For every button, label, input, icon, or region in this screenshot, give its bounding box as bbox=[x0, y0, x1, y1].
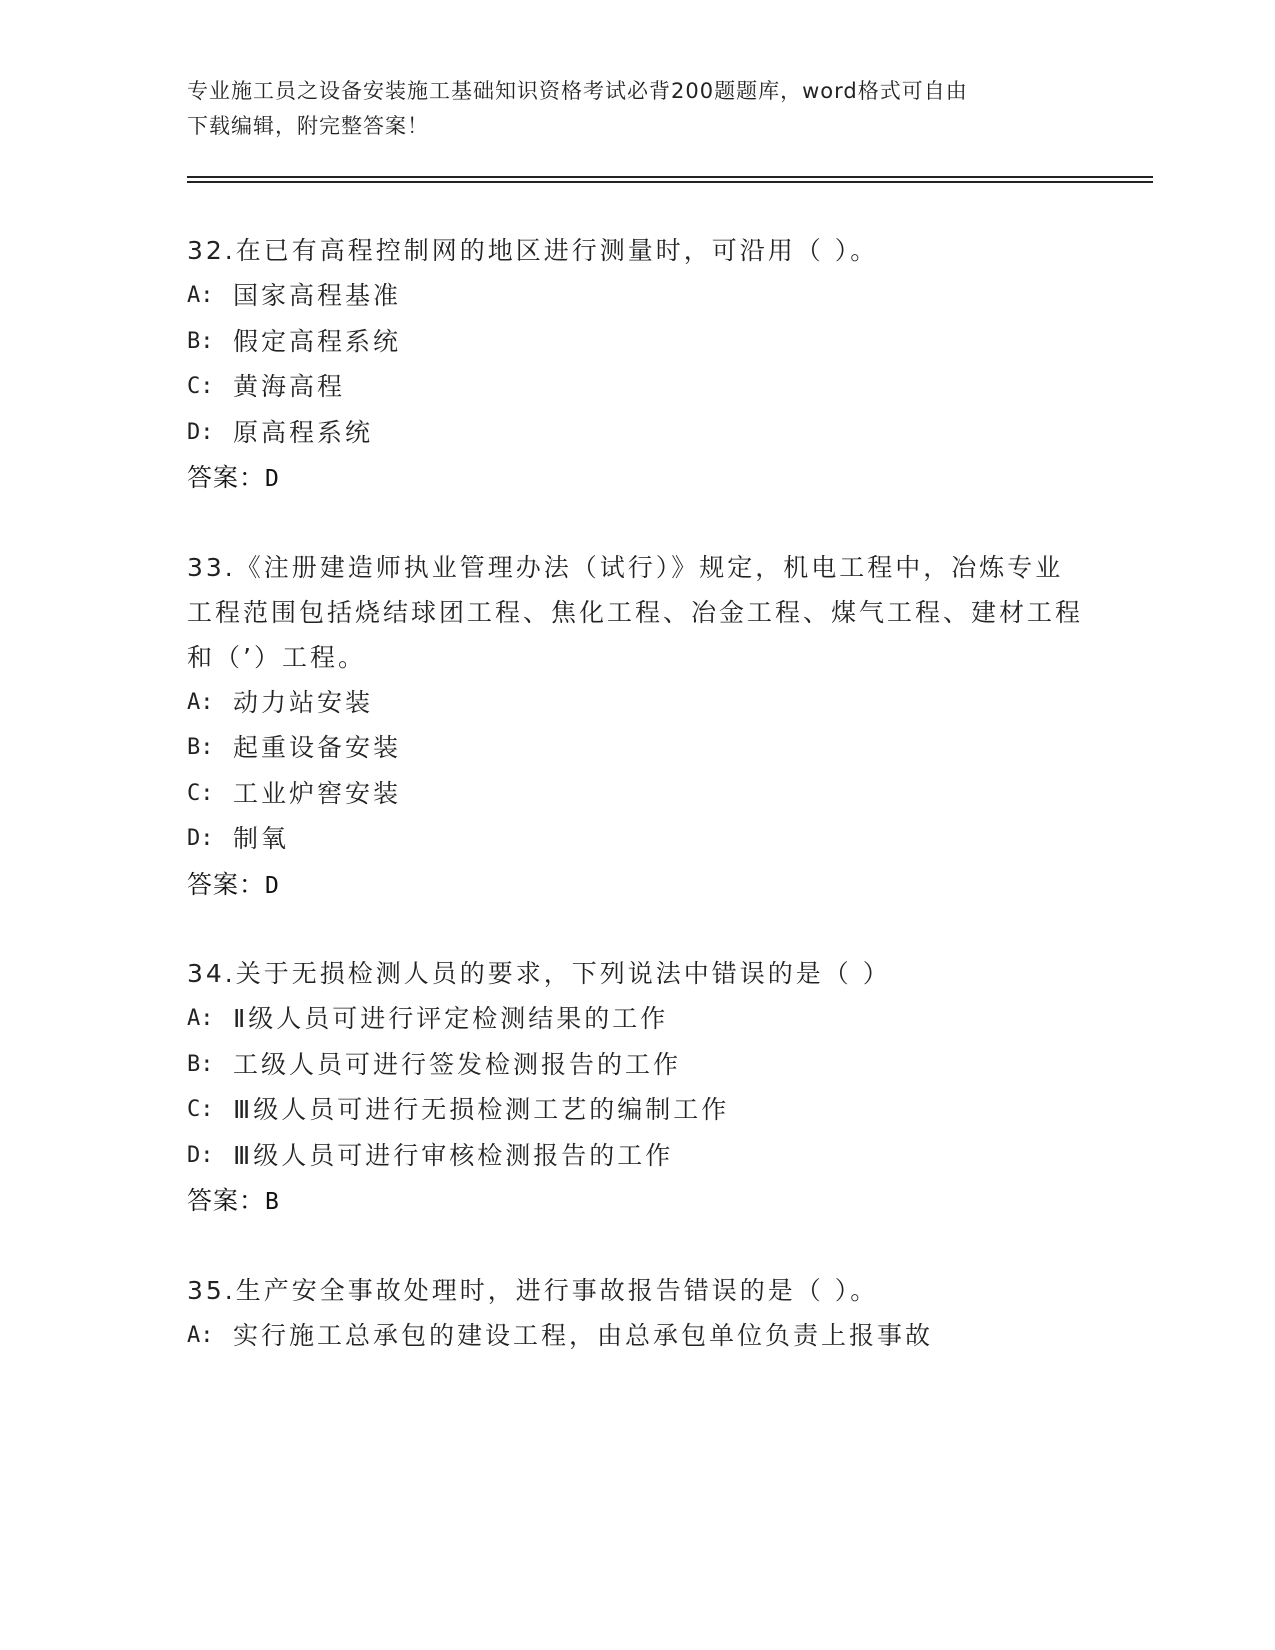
option-b bbox=[187, 1042, 1087, 1088]
option-key: D: bbox=[187, 826, 214, 851]
option-a bbox=[187, 1313, 1087, 1359]
answer-label: 答案： bbox=[187, 1186, 266, 1215]
header-divider-bottom bbox=[187, 181, 1153, 183]
answer-label: 答案： bbox=[187, 869, 266, 899]
option-a bbox=[187, 680, 1087, 726]
option-d bbox=[187, 816, 1087, 862]
question-text: 35.生产安全事故处理时，进行事故报告错误的是（ ）。 bbox=[187, 1275, 879, 1305]
option-c bbox=[187, 1087, 1087, 1133]
option-c bbox=[187, 771, 1087, 817]
option-b bbox=[187, 725, 1087, 771]
option-key: A: bbox=[187, 689, 214, 715]
question-text: 33.《注册建造师执业管理办法（试行）》规定，机电工程中，冶炼专业工程范围包括烧结球团工程、焦化工程、冶金工程、煤气工程、建材工程和（’）工程。 bbox=[187, 552, 1084, 672]
option-text: 动力站安装 bbox=[233, 687, 374, 717]
question-list bbox=[187, 228, 1087, 1400]
option-c bbox=[187, 364, 1087, 410]
option-key: A: bbox=[187, 283, 214, 308]
option-key: C: bbox=[187, 780, 214, 806]
option-text: 起重设备安装 bbox=[233, 733, 402, 762]
option-text: 黄海高程 bbox=[233, 372, 346, 401]
option-text: 工业炉窖安装 bbox=[233, 778, 402, 808]
question-35 bbox=[187, 1268, 1087, 1359]
option-key: D: bbox=[187, 419, 214, 445]
question-text: 32.在已有高程控制网的地区进行测量时，可沿用（ ）。 bbox=[187, 236, 879, 265]
option-text: Ⅲ级人员可进行审核检测报告的工作 bbox=[233, 1140, 674, 1170]
option-text: 假定高程系统 bbox=[233, 326, 402, 356]
option-text: 制氧 bbox=[233, 824, 290, 853]
answer-value: D bbox=[265, 466, 280, 492]
option-text: Ⅲ级人员可进行无损检测工艺的编制工作 bbox=[233, 1095, 730, 1124]
option-key: D: bbox=[187, 1142, 214, 1168]
option-d bbox=[187, 410, 1087, 456]
option-text: 国家高程基准 bbox=[233, 281, 402, 310]
answer-line bbox=[187, 862, 1087, 910]
option-key: B: bbox=[187, 735, 214, 760]
option-key: B: bbox=[187, 1051, 214, 1077]
option-key: C: bbox=[187, 374, 214, 399]
option-b bbox=[187, 319, 1087, 365]
answer-line bbox=[187, 1178, 1087, 1226]
question-34 bbox=[187, 951, 1087, 1226]
option-key: A: bbox=[187, 1322, 214, 1348]
question-33 bbox=[187, 545, 1087, 910]
option-text: Ⅱ级人员可进行评定检测结果的工作 bbox=[233, 1004, 669, 1033]
option-a bbox=[187, 996, 1087, 1042]
option-key: A: bbox=[187, 1006, 214, 1031]
option-a bbox=[187, 273, 1087, 319]
header-title-line-1: 专业施工员之设备安装施工基础知识资格考试必背200题题库，word格式可自由 bbox=[187, 79, 968, 103]
option-text: 原高程系统 bbox=[233, 417, 374, 447]
header-divider-top bbox=[187, 176, 1153, 178]
option-key: B: bbox=[187, 328, 214, 354]
answer-value: B bbox=[265, 1189, 280, 1215]
answer-line bbox=[187, 455, 1087, 503]
question-32 bbox=[187, 228, 1087, 503]
option-text: 工级人员可进行签发检测报告的工作 bbox=[233, 1049, 682, 1079]
option-text: 实行施工总承包的建设工程，由总承包单位负责上报事故 bbox=[233, 1320, 934, 1350]
answer-label: 答案： bbox=[187, 463, 266, 492]
header-title-line-2: 下载编辑，附完整答案！ bbox=[187, 114, 429, 138]
document-header bbox=[187, 74, 1067, 144]
question-text: 34.关于无损检测人员的要求，下列说法中错误的是（ ） bbox=[187, 959, 891, 988]
answer-value: D bbox=[265, 872, 280, 899]
option-key: C: bbox=[187, 1097, 214, 1122]
option-d bbox=[187, 1133, 1087, 1179]
